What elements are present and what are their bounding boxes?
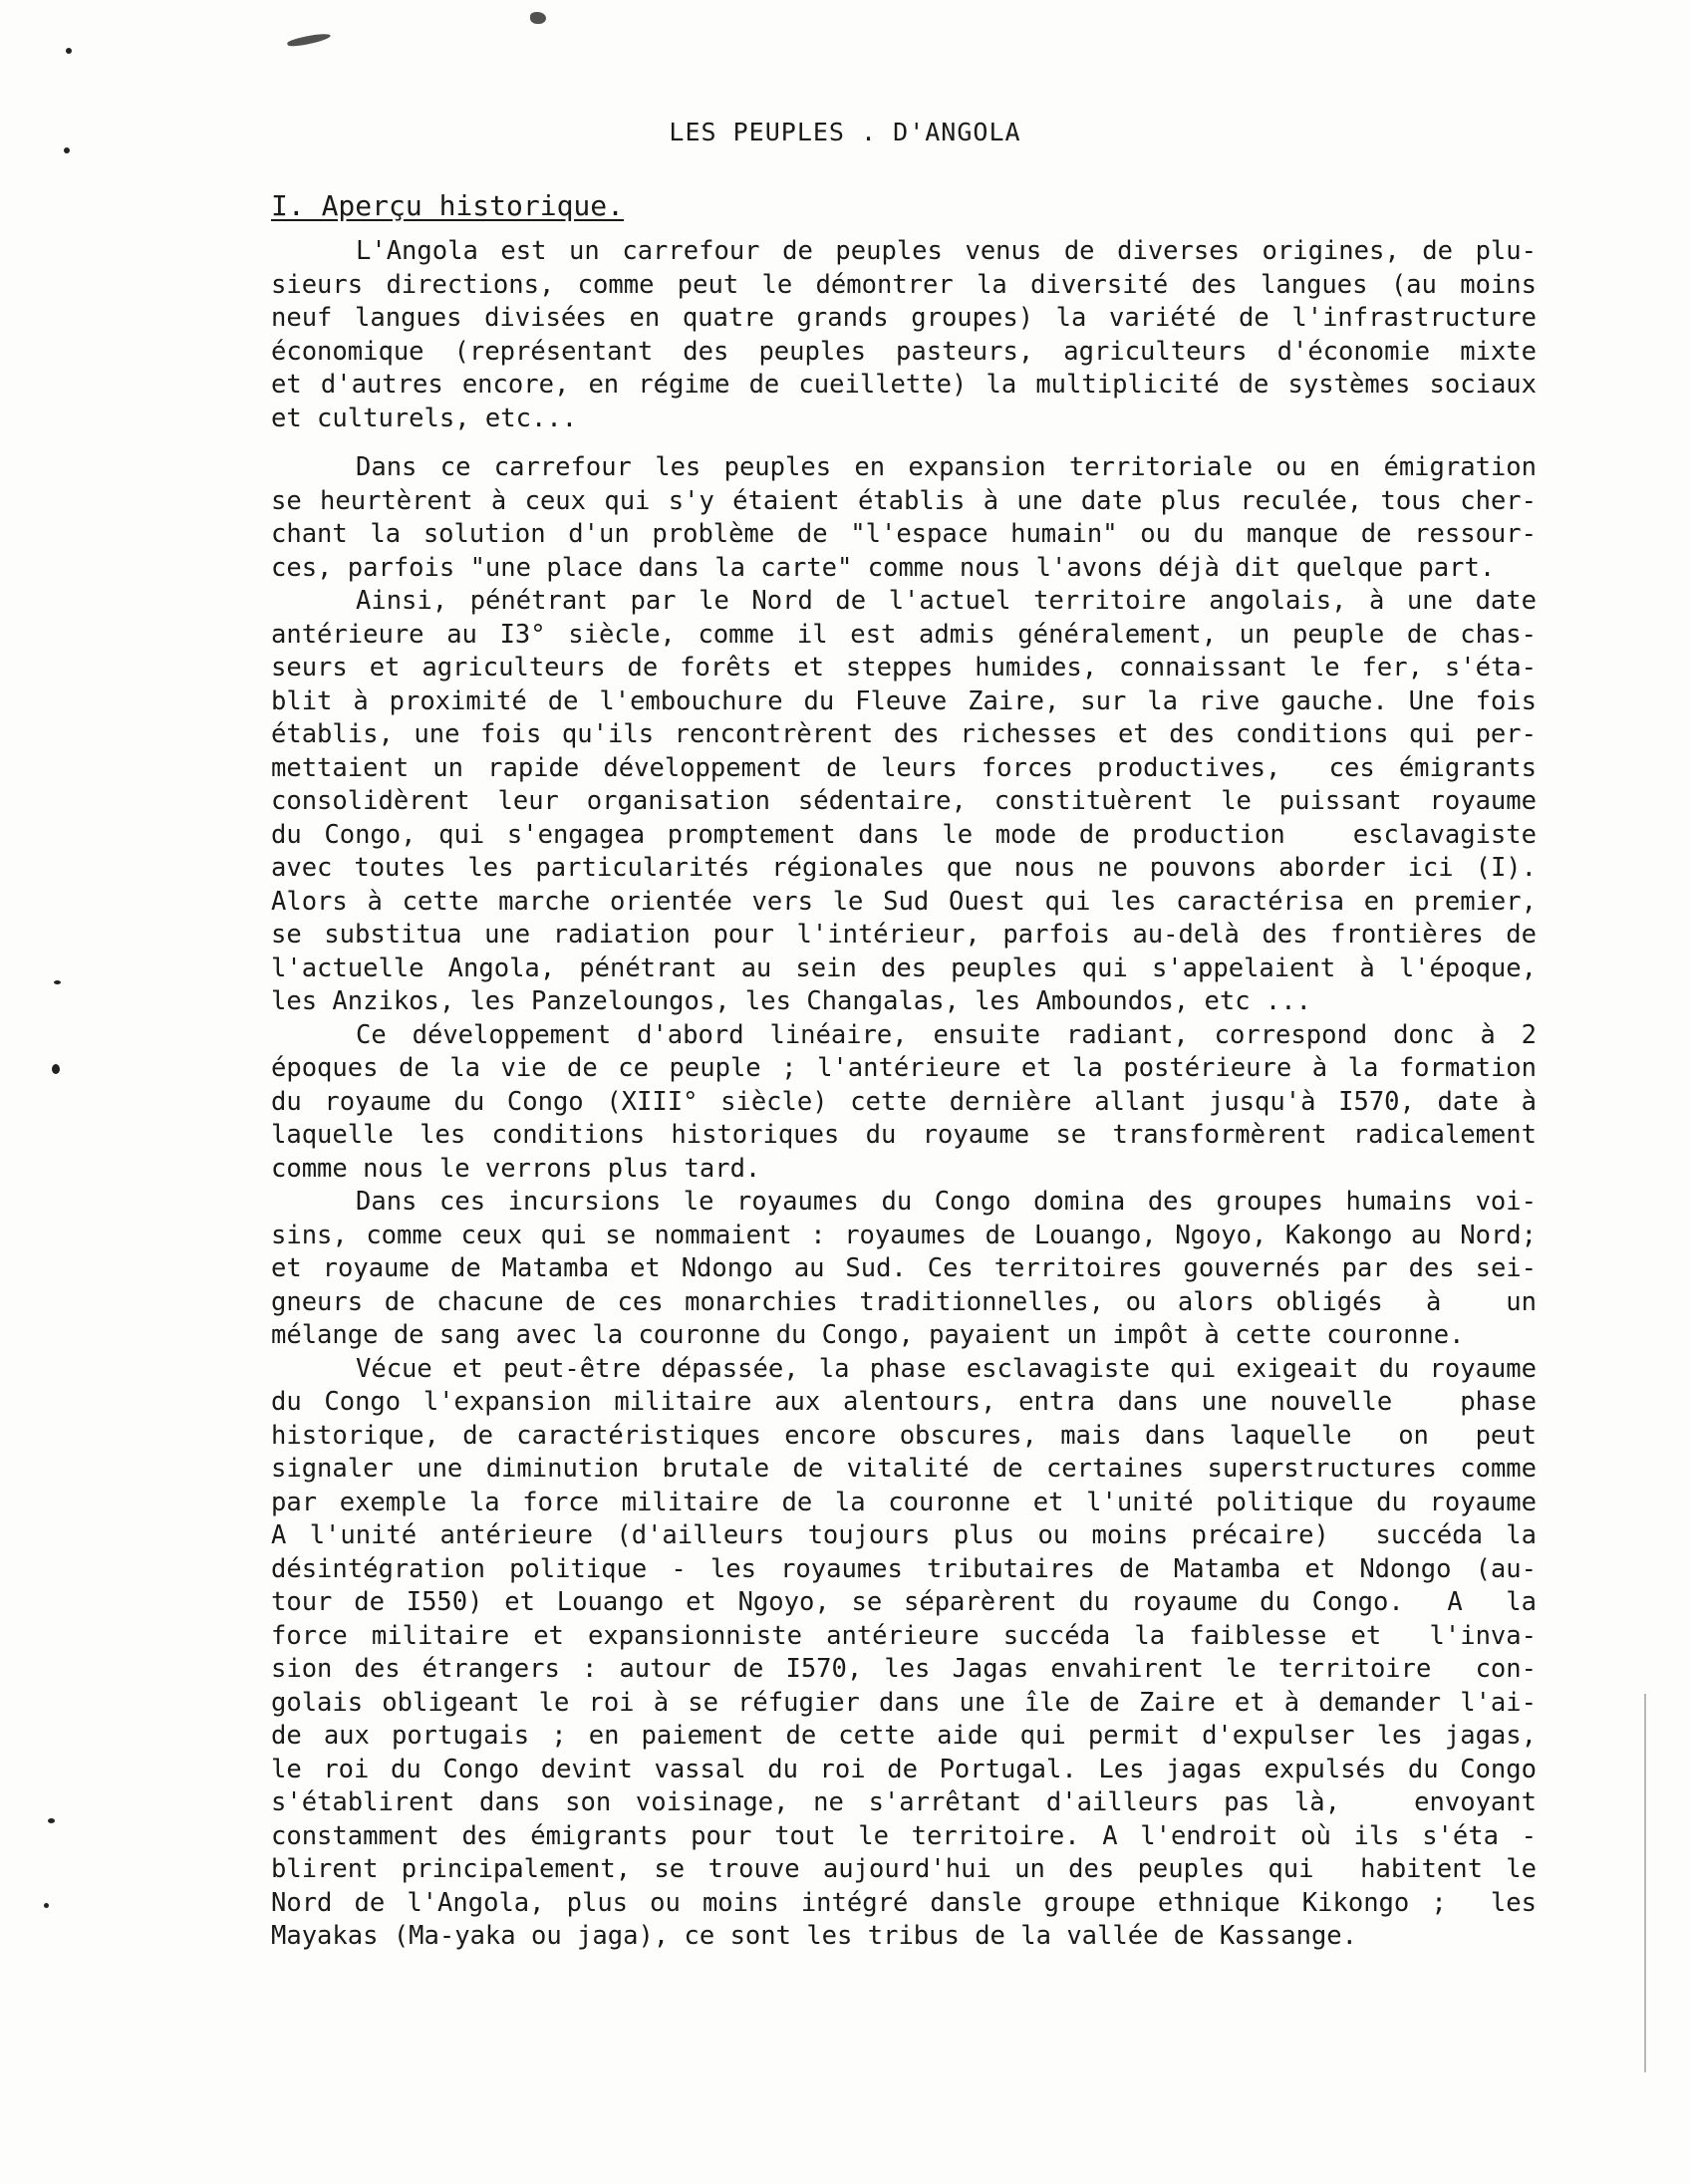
text-line: Dans ce carrefour les peuples en expansion territoriale ou en émigration <box>356 452 1537 482</box>
text-line: A l'unité antérieure (d'ailleurs toujours plus ou moins précaire) succéda la <box>271 1520 1537 1550</box>
text-line: se heurtèrent à ceux qui s'y étaient établis à une date plus reculée, tous cher- <box>271 485 1537 516</box>
text-line: sion des étrangers : autour de I570, les Jagas envahirent le territoire con- <box>271 1654 1537 1684</box>
text-line: constamment des émigrants pour tout le territoire. A l'endroit où ils s'éta - <box>271 1820 1537 1851</box>
text-line: seurs et agriculteurs de forêts et steppes humides, connaissant le fer, s'éta- <box>271 653 1537 682</box>
text-line: chant la solution d'un problème de "l'espace humain" ou du manque de ressour- <box>271 519 1537 549</box>
text-line: par exemple la force militaire de la couronne et l'unité politique du royaume <box>271 1487 1537 1517</box>
text-line: ces, parfois "une place dans la carte" comme nous l'avons déjà dit quelque part. <box>271 552 1496 583</box>
text-line: Alors à cette marche orientée vers le Sud Ouest qui les caractérisa en premier, <box>271 886 1537 917</box>
text-line: l'actuelle Angola, pénétrant au sein des peuples qui s'appelaient à l'époque, <box>271 953 1537 983</box>
text-line: sieurs directions, comme peut le démontrer la diversité des langues (au moins <box>271 269 1537 300</box>
text-line: antérieure au I3° siècle, comme il est admis généralement, un peuple de chas- <box>271 619 1537 650</box>
text-line: et culturels, etc... <box>271 403 578 433</box>
scan-smudge <box>287 32 332 49</box>
text-line: époques de la vie de ce peuple ; l'antérieure et la postérieure à la formation <box>271 1053 1537 1083</box>
text-line: s'établirent dans son voisinage, ne s'arrêtant d'ailleurs pas là, envoyant <box>271 1787 1537 1817</box>
text-line: Ainsi, pénétrant par le Nord de l'actuel territoire angolais, à une date <box>356 586 1537 616</box>
text-line: blit à proximité de l'embouchure du Fleuve Zaire, sur la rive gauche. Une fois <box>271 685 1537 716</box>
text-line: économique (représentant des peuples pasteurs, agriculteurs d'économie mixte <box>271 336 1537 367</box>
text-line: historique, de caractéristiques encore obscures, mais dans laquelle on peut <box>271 1420 1537 1451</box>
text-line: se substitua une radiation pour l'intérieur, parfois au-delà des frontières de <box>271 920 1537 950</box>
margin-dot <box>44 1903 49 1908</box>
text-line: signaler une diminution brutale de vitalité de certaines superstructures comme <box>271 1454 1537 1484</box>
text-line: Vécue et peut-être dépassée, la phase esclavagiste qui exigeait du royaume <box>356 1353 1537 1384</box>
text-line: Nord de l'Angola, plus ou moins intégré dansle groupe ethnique Kikongo ; les <box>271 1887 1537 1918</box>
margin-dot <box>52 1064 60 1074</box>
text-line: L'Angola est un carrefour de peuples venus de diverses origines, de plu- <box>356 236 1537 266</box>
text-line: mettaient un rapide développement de leurs forces productives, ces émigrants <box>271 752 1537 783</box>
text-line: blirent principalement, se trouve aujourd'hui un des peuples qui habitent le <box>271 1854 1537 1884</box>
text-line: Ce développement d'abord linéaire, ensuite radiant, correspond donc à 2 <box>356 1019 1537 1050</box>
text-line: tour de I550) et Louango et Ngoyo, se séparèrent du royaume du Congo. A la <box>271 1587 1537 1617</box>
text-line: consolidèrent leur organisation sédentaire, constituèrent le puissant royaume <box>271 786 1537 816</box>
text-line: le roi du Congo devint vassal du roi de Portugal. Les jagas expulsés du Congo <box>271 1754 1537 1784</box>
page-title: LES PEUPLES . D'ANGOLA <box>669 118 1021 146</box>
text-line: sins, comme ceux qui se nommaient : royaumes de Louango, Ngoyo, Kakongo au Nord; <box>271 1220 1537 1250</box>
text-line: du Congo, qui s'engagea promptement dans le mode de production esclavagiste <box>271 819 1537 850</box>
margin-dot <box>66 48 72 54</box>
text-line: laquelle les conditions historiques du royaume se transformèrent radicalement <box>271 1120 1537 1150</box>
text-line: neuf langues divisées en quatre grands groupes) la variété de l'infrastructure <box>271 303 1537 333</box>
text-line: du royaume du Congo (XIII° siècle) cette dernière allant jusqu'à I570, date à <box>271 1086 1537 1117</box>
text-line: golais obligeant le roi à se réfugier dans une île de Zaire et à demander l'ai- <box>271 1687 1537 1718</box>
scan-smudge <box>530 12 546 24</box>
text-line: désintégration politique - les royaumes tributaires de Matamba et Ndongo (au- <box>271 1553 1537 1584</box>
text-line: établis, une fois qu'ils rencontrèrent des richesses et des conditions qui per- <box>271 719 1537 749</box>
body-text <box>271 235 1537 1954</box>
text-line: et royaume de Matamba et Ndongo au Sud. Ces territoires gouvernés par des sei- <box>271 1253 1537 1283</box>
text-line: force militaire et expansionniste antérieure succéda la faiblesse et l'inva- <box>271 1620 1537 1651</box>
text-line: avec toutes les particularités régionales que nous ne pouvons aborder ici (I). <box>271 853 1537 883</box>
text-line: gneurs de chacune de ces monarchies traditionnelles, ou alors obligés à un <box>271 1286 1537 1317</box>
margin-dot <box>54 980 61 984</box>
section-heading: I. Aperçu historique. <box>271 189 625 222</box>
margin-dot <box>64 147 70 153</box>
scan-edge-line <box>1644 1694 1646 2072</box>
text-line: les Anzikos, les Panzeloungos, les Changalas, les Amboundos, etc ... <box>271 986 1311 1016</box>
text-line: de aux portugais ; en paiement de cette aide qui permit d'expulser les jagas, <box>271 1721 1537 1751</box>
text-line: et d'autres encore, en régime de cueillette) la multiplicité de systèmes sociaux <box>271 370 1537 400</box>
text-line: mélange de sang avec la couronne du Congo, payaient un impôt à cette couronne. <box>271 1320 1465 1350</box>
text-line: comme nous le verrons plus tard. <box>271 1153 761 1184</box>
margin-dot <box>48 1818 55 1823</box>
text-line: Dans ces incursions le royaumes du Congo domina des groupes humains voi- <box>356 1187 1537 1217</box>
paragraph-gap <box>271 435 1537 451</box>
text-line: du Congo l'expansion militaire aux alentours, entra dans une nouvelle phase <box>271 1387 1537 1417</box>
text-line: Mayakas (Ma-yaka ou jaga), ce sont les tribus de la vallée de Kassange. <box>271 1921 1358 1951</box>
